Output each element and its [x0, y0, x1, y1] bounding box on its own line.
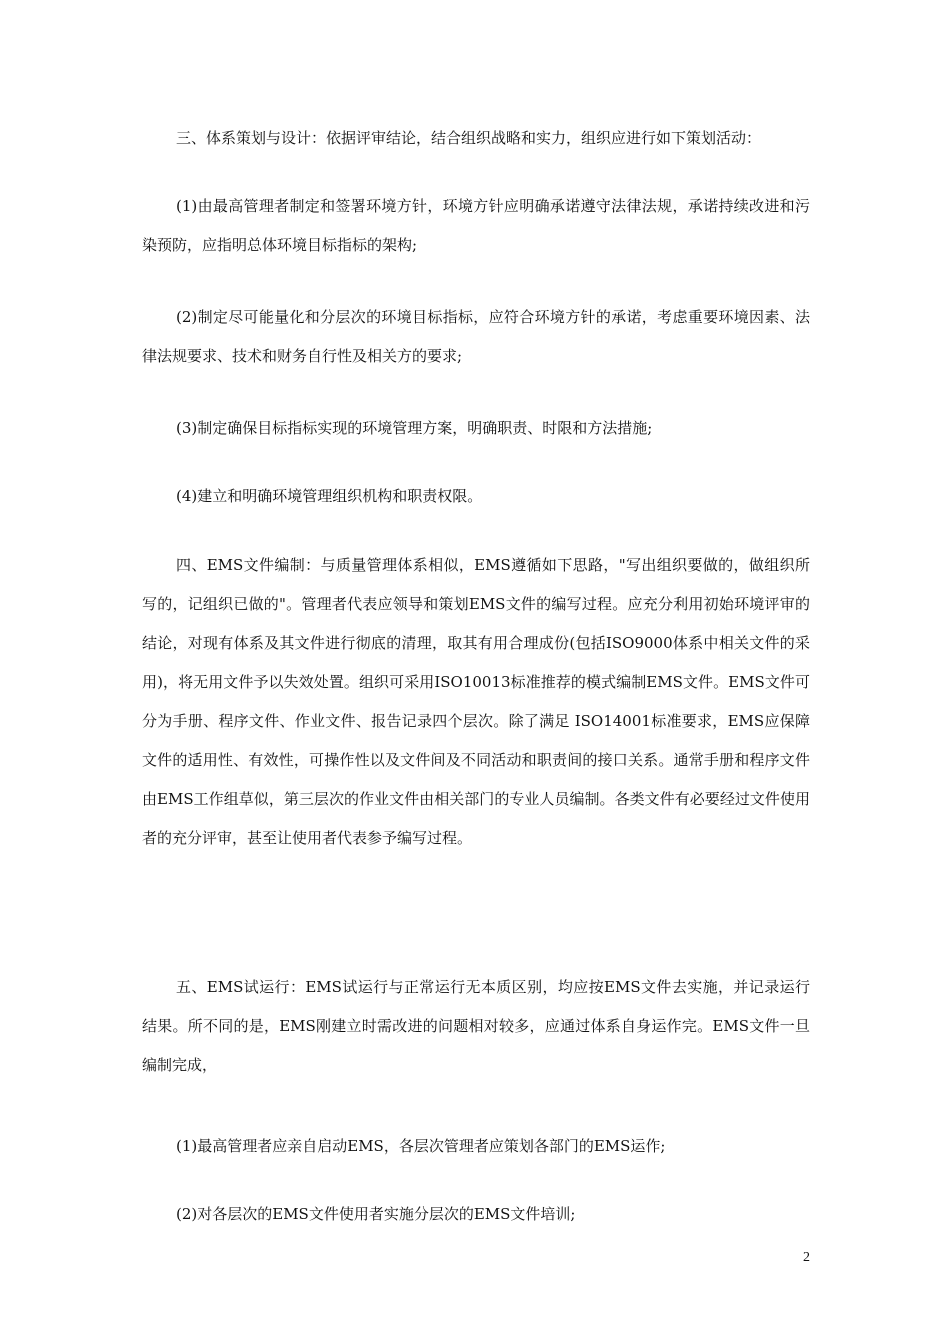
paragraph-system-planning: 三、体系策划与设计：依据评审结论，结合组织战略和实力，组织应进行如下策划活动：: [176, 129, 762, 147]
paragraph-item-3-management-programme: (3)制定确保目标指标实现的环境管理方案，明确职责、时限和方法措施;: [176, 419, 653, 437]
paragraph-trial-item-1: (1)最高管理者应亲自启动EMS，各层次管理者应策划各部门的EMS运作;: [176, 1137, 666, 1155]
paragraph-item-2-objectives-targets: (2)制定尽可能量化和分层次的环境目标指标，应符合环境方针的承诺，考虑重要环境因素、法律法规要求、技术和财务自行性及相关方的要求;: [142, 308, 810, 365]
paragraph-ems-documentation: 四、EMS文件编制：与质量管理体系相似，EMS遵循如下思路，"写出组织要做的，做组织所写的，记组织已做的"。管理者代表应领导和策划EMS文件的编写过程。应充分利用初始环境评审的结论，对现有体系及其文件进行彻底的清理，取其有用合理成份(包括ISO9000体系中相关文件的采用)，将无用文件予以失效处置。组织可采用ISO10013标准推荐的模式编制EMS文件。EMS文件可分为手册、程序文件、作业文件、报告记录四个层次。除了满足 ISO14001标准要求，EMS应保障文件的适用性、有效性，可操作性以及文件间及不同活动和职责间的接口关系。通常手册和程序文件由EMS工作组草似，第三层次的作业文件由相关部门的专业人员编制。各类文件有必要经过文件使用者的充分评审，甚至让使用者代表参予编写过程。: [142, 556, 810, 847]
page-number: 2: [803, 1250, 810, 1265]
paragraph-item-1-environmental-policy: (1)由最高管理者制定和签署环境方针，环境方针应明确承诺遵守法律法规，承诺持续改进和污染预防，应指明总体环境目标指标的架构;: [142, 197, 810, 254]
paragraph-item-4-organization-structure: (4)建立和明确环境管理组织机构和职责权限。: [176, 487, 483, 505]
paragraph-ems-trial-run: 五、EMS试运行：EMS试运行与正常运行无本质区别，均应按EMS文件去实施，并记录运行结果。所不同的是，EMS刚建立时需改进的问题相对较多，应通过体系自身运作完。EMS文件一旦编制完成，: [142, 978, 810, 1074]
paragraph-trial-item-2: (2)对各层次的EMS文件使用者实施分层次的EMS文件培训;: [176, 1205, 576, 1223]
